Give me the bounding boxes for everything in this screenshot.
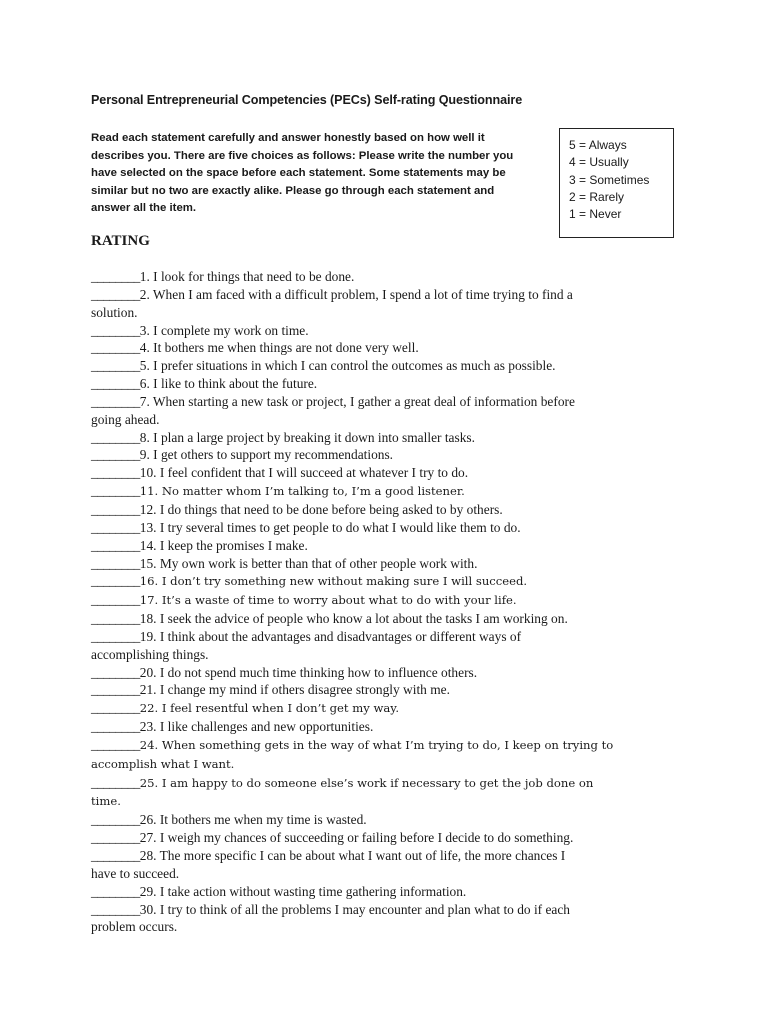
statement-item: [91, 357, 651, 375]
statement-text: 29. I take action without wasting time gathering information.: [139, 883, 467, 899]
rating-answer-blank[interactable]: ________: [91, 883, 140, 899]
scale-entry-usually: 4 = Usually: [569, 155, 629, 170]
rating-answer-blank[interactable]: ________: [91, 340, 140, 356]
statement-text: 13. I try several times to get people to do what I would like them to do.: [139, 519, 521, 535]
rating-answer-blank[interactable]: ________: [91, 269, 140, 284]
rating-answer-blank[interactable]: ________: [91, 664, 140, 680]
page-title: Personal Entrepreneurial Competencies (PECs) Self-rating Questionnaire: [91, 93, 523, 107]
instructions-line: Read each statement carefully and answer honestly based on how well it: [91, 132, 485, 144]
statement-text: 4. It bothers me when things are not done very well.: [139, 340, 419, 356]
statement-item: [91, 464, 651, 482]
statement-continuation: [91, 411, 651, 429]
statement-item: [91, 811, 651, 829]
statement-item: [91, 847, 651, 865]
rating-answer-blank[interactable]: ________: [91, 812, 140, 828]
rating-answer-blank[interactable]: ________: [91, 830, 140, 846]
rating-answer-blank[interactable]: ________: [91, 501, 140, 517]
statement-item: [91, 555, 651, 573]
statement-text: 24. When something gets in the way of what I’m trying to do, I keep on trying to: [139, 737, 614, 752]
rating-answer-blank[interactable]: ________: [91, 719, 140, 735]
statement-item: [91, 664, 651, 682]
statement-item: [91, 339, 651, 357]
rating-answer-blank[interactable]: ________: [91, 465, 140, 481]
statement-text: 19. I think about the advantages and disadvantages or different ways of: [139, 628, 522, 644]
rating-answer-blank[interactable]: ________: [91, 519, 140, 535]
instructions-line: answer all the item.: [91, 202, 197, 214]
statement-text: 16. I don’t try something new without making sure I will succeed.: [139, 574, 528, 589]
statement-text: 8. I plan a large project by breaking it down into smaller tasks.: [139, 429, 475, 445]
statement-text: problem occurs.: [91, 919, 178, 935]
statement-text: time.: [91, 794, 121, 809]
rating-answer-blank[interactable]: ________: [91, 774, 140, 790]
statement-item: [91, 610, 651, 628]
statement-continuation: [91, 792, 651, 811]
statement-text: 23. I like challenges and new opportunities.: [139, 719, 374, 735]
statement-text: 27. I weigh my chances of succeeding or failing before I decide to do something.: [139, 830, 574, 846]
statement-item: [91, 699, 651, 718]
rating-answer-blank[interactable]: ________: [91, 736, 140, 752]
statement-text: 1. I look for things that need to be done.: [139, 269, 355, 284]
statement-item: [91, 446, 651, 464]
rating-answer-blank[interactable]: ________: [91, 286, 140, 302]
statement-item: [91, 718, 651, 736]
statement-continuation: [91, 646, 651, 664]
statement-continuation: [91, 304, 651, 322]
rating-answer-blank[interactable]: ________: [91, 848, 140, 863]
statement-text: 25. I am happy to do someone else’s work if necessary to get the job done on: [139, 775, 594, 790]
statement-item: [91, 537, 651, 555]
statement-item: [91, 736, 651, 755]
rating-answer-blank[interactable]: ________: [91, 573, 140, 589]
statement-item: [91, 482, 651, 501]
statement-text: 21. I change my mind if others disagree strongly with me.: [139, 682, 450, 698]
statement-text: 17. It’s a waste of time to worry about what to do with your life.: [139, 593, 517, 608]
rating-answer-blank[interactable]: ________: [91, 483, 140, 499]
rating-answer-blank[interactable]: ________: [91, 682, 140, 698]
rating-answer-blank[interactable]: ________: [91, 700, 140, 716]
statement-text: 15. My own work is better than that of other people work with.: [139, 555, 478, 571]
statement-text: 14. I keep the promises I make.: [139, 537, 308, 553]
statement-text: accomplish what I want.: [91, 756, 235, 771]
statement-list: [91, 268, 651, 936]
rating-answer-blank[interactable]: ________: [91, 393, 140, 409]
statement-item: [91, 268, 651, 286]
statement-text: 18. I seek the advice of people who know a lot about the tasks I am working on.: [139, 611, 568, 627]
rating-answer-blank[interactable]: ________: [91, 537, 140, 553]
rating-answer-blank[interactable]: ________: [91, 322, 140, 338]
statement-text: solution.: [91, 304, 138, 320]
instructions-line: similar but no two are exactly alike. Please go through each statement and: [91, 184, 495, 197]
scale-entry-sometimes: 3 = Sometimes: [569, 172, 650, 187]
statement-item: [91, 375, 651, 393]
statement-text: 20. I do not spend much time thinking how to influence others.: [139, 664, 478, 680]
statement-item: [91, 519, 651, 537]
rating-answer-blank[interactable]: ________: [91, 628, 140, 644]
rating-answer-blank[interactable]: ________: [91, 592, 140, 608]
statement-text: going ahead.: [91, 411, 160, 427]
statement-text: 12. I do things that need to be done before being asked to by others.: [139, 501, 503, 517]
statement-text: 22. I feel resentful when I don’t get my way.: [139, 701, 400, 716]
statement-text: 3. I complete my work on time.: [139, 322, 309, 338]
instructions-line: describes you. There are five choices as follows: Please write the number you: [91, 149, 514, 162]
statement-item: [91, 591, 651, 610]
rating-answer-blank[interactable]: ________: [91, 901, 140, 917]
statement-item: [91, 901, 651, 919]
statement-text: 28. The more specific I can be about what I want out of life, the more chances I: [139, 848, 566, 863]
statement-item: [91, 774, 651, 793]
scale-entry-always: 5 = Always: [569, 138, 627, 152]
statement-item: [91, 322, 651, 340]
statement-text: have to succeed.: [91, 865, 180, 881]
statement-item: [91, 501, 651, 519]
statement-item: [91, 829, 651, 847]
rating-heading: RATING: [91, 233, 150, 249]
statement-item: [91, 572, 651, 591]
rating-answer-blank[interactable]: ________: [91, 358, 140, 374]
rating-answer-blank[interactable]: ________: [91, 555, 140, 571]
statement-item: [91, 883, 651, 901]
rating-answer-blank[interactable]: ________: [91, 376, 140, 392]
statement-text: 9. I get others to support my recommendations.: [139, 447, 394, 463]
statement-text: 5. I prefer situations in which I can control the outcomes as much as possible.: [139, 358, 556, 374]
statement-continuation: [91, 918, 651, 936]
statement-text: accomplishing things.: [91, 646, 209, 662]
statement-item: [91, 286, 651, 304]
rating-scale-legend: [559, 128, 674, 238]
rating-answer-blank[interactable]: ________: [91, 447, 140, 463]
statement-text: 11. No matter whom I’m talking to, I’m a good listener.: [139, 484, 465, 499]
scale-entry-never: 1 = Never: [569, 207, 622, 222]
statement-item: [91, 681, 651, 699]
statement-text: 7. When starting a new task or project, I gather a great deal of information before: [139, 393, 575, 409]
statement-item: [91, 628, 651, 646]
statement-text: 10. I feel confident that I will succeed at whatever I try to do.: [139, 465, 469, 481]
statement-text: 6. I like to think about the future.: [139, 376, 318, 392]
statement-continuation: [91, 755, 651, 774]
rating-answer-blank[interactable]: ________: [91, 611, 140, 627]
statement-text: 30. I try to think of all the problems I may encounter and plan what to do if each: [139, 901, 571, 917]
statement-text: 26. It bothers me when my time is wasted.: [139, 812, 367, 828]
statement-text: 2. When I am faced with a difficult problem, I spend a lot of time trying to find a: [139, 286, 573, 302]
statement-item: [91, 393, 651, 411]
rating-answer-blank[interactable]: ________: [91, 429, 140, 445]
statement-item: [91, 429, 651, 447]
instructions-line: have selected on the space before each statement. Some statements may be: [91, 167, 506, 179]
statement-continuation: [91, 865, 651, 883]
instructions-paragraph: [91, 130, 541, 218]
scale-entry-rarely: 2 = Rarely: [569, 189, 625, 204]
